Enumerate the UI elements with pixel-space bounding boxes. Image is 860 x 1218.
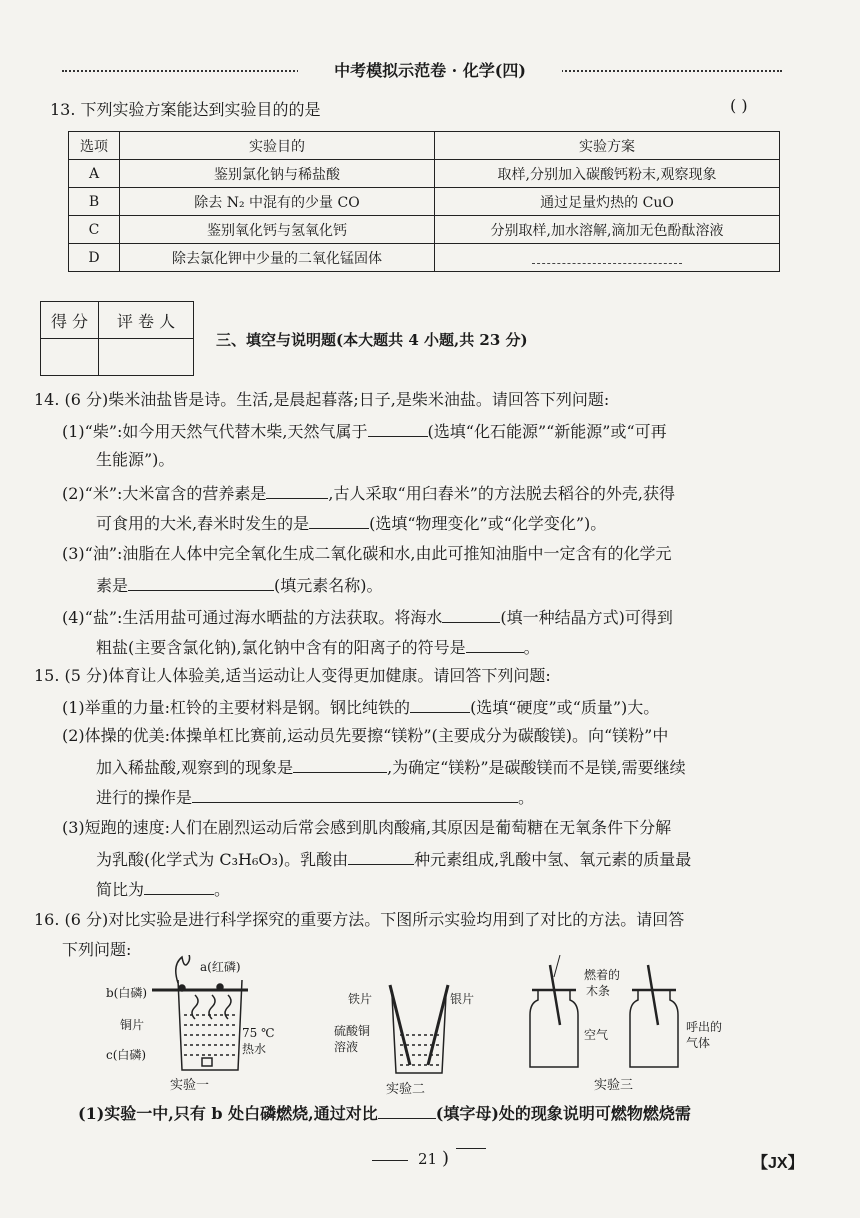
q14-part2-line1: (2)“米”:大米富含的营养素是 ,古人采取“用臼舂米”的方法脱去稻谷的外壳,获得	[62, 484, 675, 503]
q15-part3-line2: 为乳酸(化学式为 C₃H₆O₃)。乳酸由 种元素组成,乳酸中氢、氧元素的质量最	[96, 850, 692, 869]
caption-exp3: 实验三	[594, 1078, 634, 1093]
exp2-beaker	[392, 995, 446, 1073]
label-copper-sulfate: 硫酸铜	[334, 1024, 371, 1038]
table-row	[69, 160, 780, 188]
score-label: 得 分	[41, 302, 99, 339]
blank-input[interactable]	[466, 636, 524, 653]
edition-code: 【JX】	[752, 1155, 804, 1172]
q15-stem: 15. (5 分)体育让人体验美,适当运动让人变得更加健康。请回答下列问题:	[34, 666, 551, 685]
option-cell: C	[69, 216, 120, 244]
label-silver-sheet: 银片	[450, 992, 475, 1006]
col-header-goal: 实验目的	[120, 132, 435, 160]
label-red-phosphorus: a(红磷)	[200, 960, 241, 974]
exp1-red-phosphorus-a	[217, 984, 223, 990]
option-cell: A	[69, 160, 120, 188]
blank-input[interactable]	[144, 878, 214, 895]
q15-part2-line1: (2)体操的优美:体操单杠比赛前,运动员先要擦“镁粉”(主要成分为碳酸镁)。向“镁粉”中	[62, 726, 669, 745]
q14-part4-line1: (4)“盐”:生活用盐可通过海水晒盐的方法获取。将海水 (填一种结晶方式)可得到	[62, 608, 673, 627]
caption-exp2: 实验二	[386, 1082, 426, 1097]
q14-part1-line1: (1)“柴”:如今用天然气代替木柴,天然气属于 (选填“化石能源”“新能源”或“可再	[62, 422, 667, 441]
blank-input[interactable]	[309, 512, 369, 529]
label-wood-stick: 木条	[586, 984, 611, 998]
q14-part3-line2: 素是 (填元素名称)。	[96, 576, 383, 595]
q15-part3-line3: 简比为 。	[96, 880, 231, 899]
q16-part1: (1)实验一中,只有 b 处白磷燃烧,通过对比 (填字母)处的现象说明可燃物燃烧需	[78, 1104, 691, 1123]
exp1-white-phosphorus-b	[179, 985, 185, 991]
plan-cell: 分别取样,加水溶解,滴加无色酚酞溶液	[435, 216, 780, 244]
plan-cell: 通过足量灼热的 CuO	[435, 188, 780, 216]
label-iron-sheet: 铁片	[348, 992, 373, 1006]
footer-rule-right	[456, 1148, 486, 1149]
q15-part2-line2: 加入稀盐酸,观察到的现象是 ,为确定“镁粉”是碳酸镁而不是镁,需要继续	[96, 758, 686, 777]
label-hot-water: 热水	[242, 1042, 267, 1056]
grader-cell[interactable]	[99, 339, 194, 376]
q14-part2-line2: 可食用的大米,舂米时发生的是 (选填“物理变化”或“化学变化”)。	[96, 514, 607, 533]
exp3-burning-stick	[648, 965, 658, 1025]
table-row	[69, 216, 780, 244]
footer-rule-left	[372, 1160, 408, 1161]
label-burning: 燃着的	[584, 968, 621, 982]
option-cell: D	[69, 244, 120, 272]
goal-cell: 鉴别氧化钙与氢氧化钙	[120, 216, 435, 244]
blank-input[interactable]	[128, 574, 274, 591]
q14-part1-line2: 生能源”)。	[96, 450, 175, 469]
table-header-row	[69, 132, 780, 160]
footer-bracket: )	[442, 1148, 450, 1169]
label-gas: 气体	[686, 1036, 711, 1050]
label-air: 空气	[584, 1028, 609, 1042]
q14-part3-line1: (3)“油”:油脂在人体中完全氧化生成二氧化碳和水,由此可推知油脂中一定含有的化学元	[62, 544, 672, 563]
blank-input[interactable]	[368, 420, 428, 437]
caption-exp1: 实验一	[170, 1078, 210, 1093]
blank-input[interactable]	[348, 848, 414, 865]
blank-input[interactable]	[410, 696, 470, 713]
q13-stem: 13. 下列实验方案能达到实验目的的是	[50, 100, 321, 119]
col-header-plan: 实验方案	[435, 132, 780, 160]
q16-stem-line1: 16. (6 分)对比实验是进行科学探究的重要方法。下图所示实验均用到了对比的方法。请回答	[34, 910, 685, 929]
flame-icon	[176, 955, 190, 983]
blank-input[interactable]	[293, 756, 387, 773]
q16-stem-line2: 下列问题:	[62, 940, 132, 959]
q15-part3-line1: (3)短跑的速度:人们在剧烈运动后常会感到肌肉酸痛,其原因是葡萄糖在无氧条件下分解	[62, 818, 672, 837]
q14-part4-line2: 粗盐(主要含氯化钠),氯化钠中含有的阳离子的符号是 。	[96, 638, 540, 657]
blank-input[interactable]	[192, 786, 518, 803]
table-row	[69, 244, 780, 272]
blank-input[interactable]	[266, 482, 328, 499]
q13-answer-paren: ( )	[730, 96, 748, 115]
q14-stem: 14. (6 分)柴米油盐皆是诗。生活,是晨起暮落;日子,是柴米油盐。请回答下列问题:	[34, 390, 610, 409]
col-header-option: 选项	[69, 132, 120, 160]
label-copper-sheet: 铜片	[120, 1018, 145, 1032]
section-title: 三、填空与说明题(本大题共 4 小题,共 23 分)	[216, 331, 528, 349]
plan-cell: 取样,分别加入碳酸钙粉末,观察现象	[435, 160, 780, 188]
table-row	[69, 188, 780, 216]
q13-table	[68, 131, 780, 272]
q15-part1: (1)举重的力量:杠铃的主要材料是钢。钢比纯铁的 (选填“硬度”或“质量”)大。	[62, 698, 660, 717]
blank-input[interactable]	[378, 1102, 436, 1119]
goal-cell: 鉴别氯化钠与稀盐酸	[120, 160, 435, 188]
blank-input[interactable]	[442, 606, 500, 623]
exam-title: 中考模拟示范卷 · 化学(四)	[298, 58, 562, 81]
label-white-phosphorus-c: c(白磷)	[106, 1048, 147, 1062]
label-white-phosphorus-b: b(白磷)	[106, 986, 148, 1000]
page-number: 21	[418, 1150, 438, 1168]
option-cell: B	[69, 188, 120, 216]
score-box	[40, 301, 194, 376]
goal-cell: 除去 N₂ 中混有的少量 CO	[120, 188, 435, 216]
label-exhaled: 呼出的	[686, 1020, 723, 1034]
score-cell[interactable]	[41, 339, 99, 376]
q15-part2-line3: 进行的操作是 。	[96, 788, 535, 807]
goal-cell: 除去氯化钾中少量的二氧化锰固体	[120, 244, 435, 272]
plan-cell-blank[interactable]	[435, 244, 780, 272]
label-temperature: 75 ℃	[242, 1026, 275, 1040]
label-solution: 溶液	[334, 1040, 359, 1054]
grader-label: 评 卷 人	[99, 302, 194, 339]
exp3-bottle-air	[530, 990, 578, 1067]
